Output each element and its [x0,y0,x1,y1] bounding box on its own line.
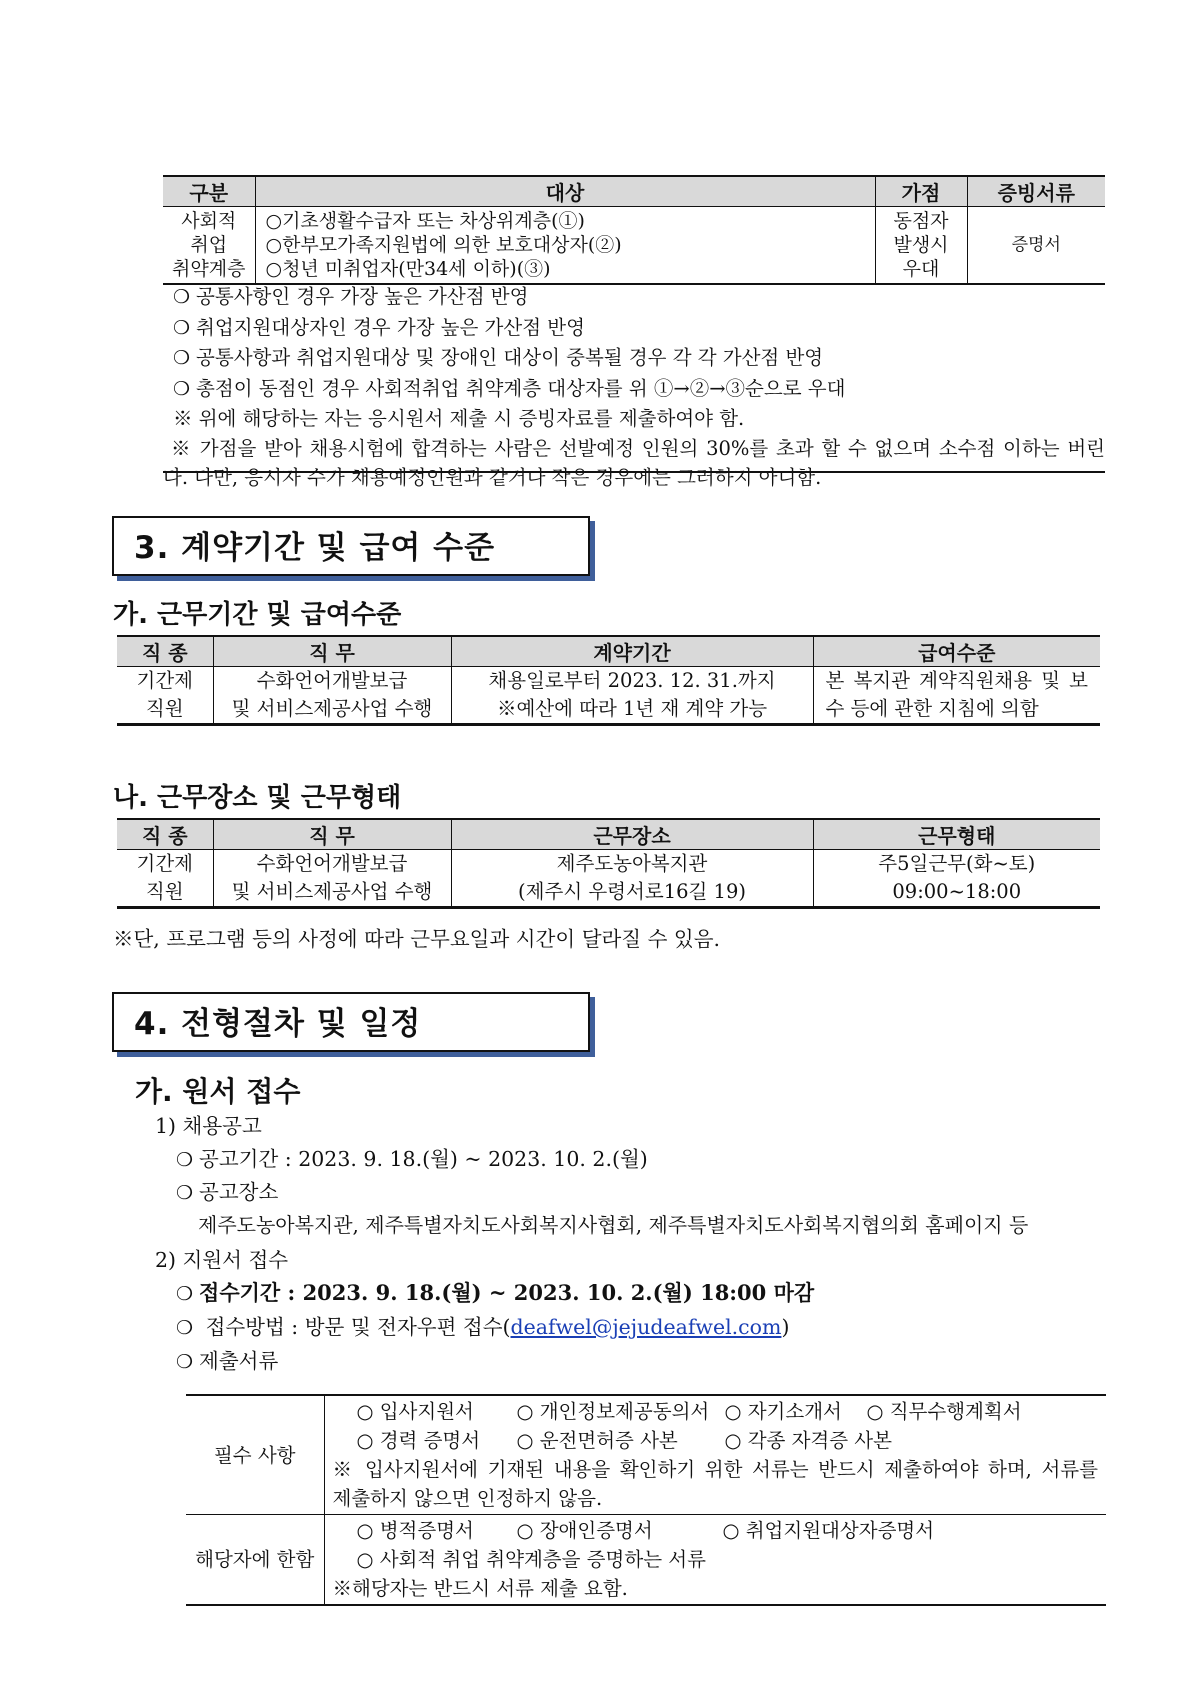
remark-item: ※ 가점을 받아 채용시험에 합격하는 사람은 선발예정 인원의 30%를 초과 할 수 없으며 소수점 이하는 버린 [171,436,1105,460]
note-item: ❍ 공통사항인 경우 가장 높은 가산점 반영 [173,282,1105,313]
doc-item: ○ 운전면허증 사본 [516,1429,678,1452]
column-header: 근무장소 [451,819,813,850]
targets-cell [255,207,875,285]
notice-place: 제주도농아복지관, 제주특별자치도사회복지사협회, 제주특별자치도사회복지협의회 홈페이지 등 [198,1213,1029,1237]
notice-period: ❍ 공고기간 : 2023. 9. 18.(월) ~ 2023. 10. 2.(월) [176,1142,648,1172]
doc-note: ※해당자는 반드시 서류 제출 요함. [332,1577,628,1600]
column-header: 급여수준 [813,636,1100,667]
work-place-table [117,818,1100,909]
column-header: 직 무 [213,636,451,667]
column-header: 직 종 [117,819,213,850]
note-item: ❍ 취업지원대상자인 경우 가장 높은 가산점 반영 [173,313,1105,344]
cell-line: 09:00~18:00 [892,880,1022,903]
cell-line: 제주도농아복지관 [556,852,708,875]
doc-item: ○ 각종 자격증 사본 [724,1429,892,1452]
doc-item: ○ 자기소개서 [724,1400,842,1423]
table-row [186,1515,1106,1606]
points-cell [875,207,967,285]
cell-line: 취업 [190,234,228,256]
notice-place-label: ❍ 공고장소 [176,1175,278,1205]
column-header: 구분 [163,176,255,207]
application-heading: 2) 지원서 접수 [155,1248,289,1272]
table-header-row [163,176,1105,207]
bonus-notes [163,282,1105,493]
cell-line: 및 서비스제공사업 수행 [231,697,433,720]
divider [163,471,1105,473]
section-title-box: 3. 계약기간 및 급여 수준 [112,516,590,576]
receipt-period: ❍ 접수기간 : 2023. 9. 18.(월) ~ 2023. 10. 2.(월) 18:00 마감 [176,1277,814,1307]
recruit-notice-heading: 1) 채용공고 [155,1114,262,1138]
cell-line: 주5일근무(화~토) [878,852,1036,875]
receipt-method-text: 접수방법 : 방문 및 전자우편 접수( [205,1315,511,1339]
subsection-title: 가. 근무기간 및 급여수준 [113,600,402,630]
required-docs [324,1395,1106,1515]
table-row [117,850,1100,908]
work-form-cell [813,850,1100,908]
bonus-points-table [163,175,1105,285]
doc-item: ○ 개인정보제공동의서 [516,1400,710,1423]
target-item: ○기초생활수급자 또는 차상위계층(①) [265,210,585,232]
email-link[interactable]: deafwel@jejudeafwel.com [510,1315,782,1339]
subsection-title: 가. 원서 접수 [135,1075,301,1108]
required-label: 필수 사항 [186,1395,324,1515]
documents-table [186,1394,1106,1606]
remark-item: ※ 위에 해당하는 자는 응시원서 제출 시 증빙자료를 제출하여야 함. [173,407,745,430]
receipt-method [176,1310,789,1340]
pay-cell: 본 복지관 계약직원채용 및 보수 등에 관한 지침에 의함 [813,667,1100,725]
doc-item: ○ 경력 증명서 [356,1429,481,1452]
doc-line [357,1397,1099,1426]
duty-cell [213,850,451,908]
note-item: ❍ 공통사항과 취업지원대상 및 장애인 대상이 중복될 경우 각 각 가산점 반영 [173,343,1105,374]
doc-line [357,1426,1099,1455]
column-header: 대상 [255,176,875,207]
column-header: 증빙서류 [967,176,1105,207]
place-cell [451,850,813,908]
cell-line: (제주시 우령서로16길 19) [518,880,746,903]
cell-line: 동점자 [893,210,949,232]
applicable-docs [324,1515,1106,1606]
doc-item: ○ 취업지원대상자증명서 [722,1519,935,1542]
cell-line: 수화언어개발보급 [256,669,408,692]
target-item: ○한부모가족지원법에 의한 보호대상자(②) [265,234,622,256]
work-time-note: ※단, 프로그램 등의 사정에 따라 근무요일과 시간이 달라질 수 있음. [113,927,721,951]
column-header: 직 무 [213,819,451,850]
documents-label: ❍ 제출서류 [176,1344,278,1374]
table-header-row [117,819,1100,850]
evidence-cell: 증명서 [967,207,1105,285]
duty-cell [213,667,451,725]
contract-period-table [117,635,1100,726]
column-header: 가점 [875,176,967,207]
cell-line: ※예산에 따라 1년 재 계약 가능 [496,697,768,720]
receipt-method-suffix: ) [781,1315,790,1339]
doc-line: ○ 사회적 취업 취약계층을 증명하는 서류 [356,1548,706,1571]
remark-item: 다. 다만, 응시자 수가 채용예정인원과 같거나 작은 경우에는 그러하지 아니함. [163,466,822,489]
table-header-row [117,636,1100,667]
job-type-cell [117,850,213,908]
doc-item: ○ 직무수행계획서 [866,1400,1022,1423]
column-header: 근무형태 [813,819,1100,850]
subsection-title: 나. 근무장소 및 근무형태 [113,783,402,813]
doc-note: ※ 입사지원서에 기재된 내용을 확인하기 위한 서류는 반드시 제출하여야 하며, 서류를 [332,1458,1098,1481]
job-type-cell [117,667,213,725]
note-item: ❍ 총점이 동점인 경우 사회적취업 취약계층 대상자를 위 ①→②→③순으로 우대 [173,374,1105,405]
cell-line: 우대 [902,258,940,280]
cell-line: 직원 [145,697,184,720]
table-row [117,667,1100,725]
doc-item: ○ 병적증명서 [356,1519,474,1542]
category-cell [163,207,255,285]
column-header: 계약기간 [451,636,813,667]
period-cell [451,667,813,725]
cell-line: 및 서비스제공사업 수행 [231,880,433,903]
table-row [163,207,1105,285]
doc-note: 제출하지 않으면 인정하지 않음. [332,1487,603,1510]
cell-line: 기간제 [136,852,193,875]
table-row [186,1395,1106,1515]
target-item: ○청년 미취업자(만34세 이하)(③) [265,258,551,280]
cell-line: 채용일로부터 2023. 12. 31.까지 [488,669,776,692]
cell-line: 취약계층 [172,258,246,280]
doc-item: ○ 장애인증명서 [516,1519,653,1542]
cell-line: 기간제 [136,669,193,692]
column-header: 직 종 [117,636,213,667]
cell-line: 직원 [145,880,184,903]
doc-line [357,1516,1099,1545]
section-title-box: 4. 전형절차 및 일정 [112,992,590,1052]
cell-line: 사회적 [181,210,237,232]
applicable-label: 해당자에 한함 [186,1515,324,1606]
doc-item: ○ 입사지원서 [356,1400,474,1423]
cell-line: 발생시 [893,234,949,256]
cell-line: 수화언어개발보급 [256,852,408,875]
